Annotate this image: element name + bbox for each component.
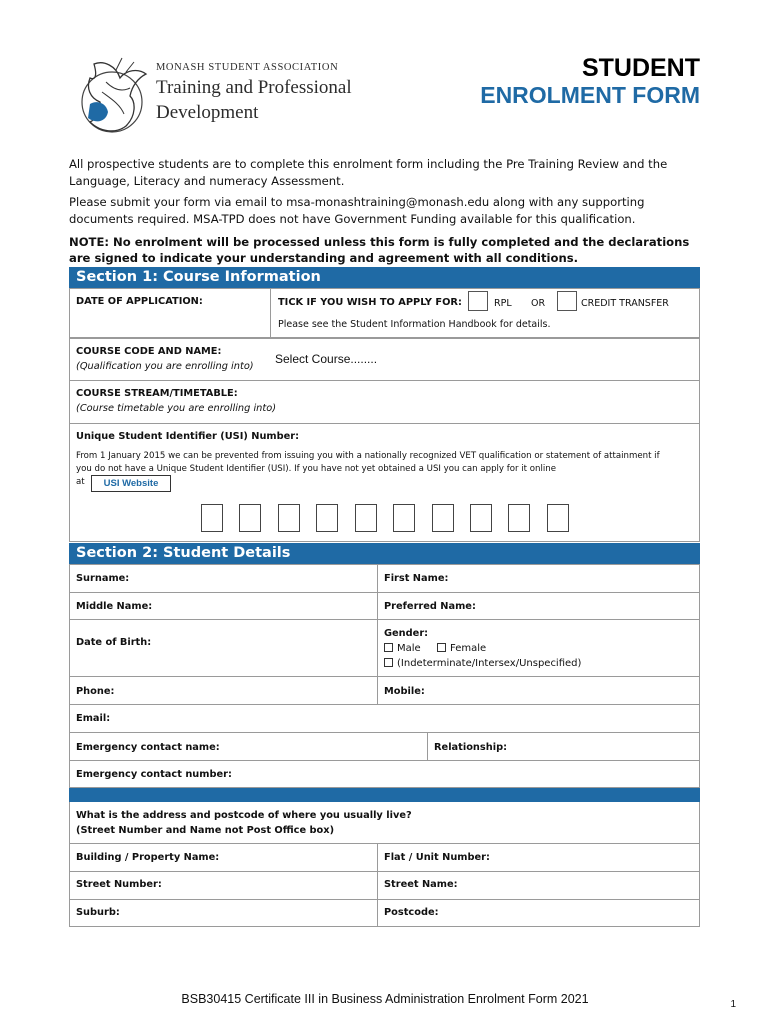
divider — [427, 733, 428, 761]
divider — [377, 900, 378, 927]
footer-text: BSB30415 Certificate III in Business Administration Enrolment Form 2021 — [181, 992, 589, 1006]
relationship-label: Relationship: — [434, 742, 507, 753]
course-select[interactable]: Select Course........ — [275, 352, 378, 366]
address-question: What is the address and postcode of where you usually live? — [76, 810, 412, 821]
course-row — [69, 338, 700, 381]
course-code-label: COURSE CODE AND NAME: — [76, 346, 222, 357]
intro-note: NOTE: No enrolment will be processed unless this form is fully completed and the declarations are signed to indicate your understanding and agreement with all conditions. — [69, 235, 690, 265]
preferred-name-label: Preferred Name: — [384, 601, 476, 612]
usi-char-box[interactable] — [278, 504, 300, 532]
org-name: MONASH STUDENT ASSOCIATION — [156, 62, 339, 73]
usi-explanation: From 1 January 2015 we can be prevented from issuing you with a nationally recognized VET qualification or statement of attainment if you do not have a Unique Student Identifier (USI). If you have not yet obtained a USI you can apply for it online — [76, 451, 660, 474]
page-number: 1 — [730, 999, 736, 1010]
flat-label: Flat / Unit Number: — [384, 852, 490, 863]
emergency-name-label: Emergency contact name: — [76, 742, 220, 753]
suburb-label: Suburb: — [76, 907, 120, 918]
intro-paragraph-1: All prospective students are to complete this enrolment form including the Pre Training Review and the Language, Literacy and numeracy Assessment. — [69, 157, 668, 188]
usi-char-box[interactable] — [508, 504, 530, 532]
bird-logo-icon — [76, 52, 152, 138]
dob-label: Date of Birth: — [76, 637, 152, 648]
address-question-note: (Street Number and Name not Post Office box) — [76, 825, 335, 836]
usi-char-box[interactable] — [432, 504, 454, 532]
postcode-label: Postcode: — [384, 907, 439, 918]
surname-label: Surname: — [76, 573, 130, 584]
email-label: Email: — [76, 713, 111, 724]
divider — [377, 564, 378, 593]
usi-char-box[interactable] — [547, 504, 569, 532]
usi-char-box[interactable] — [470, 504, 492, 532]
form-title-line2: ENROLMENT FORM — [480, 82, 700, 108]
street-number-label: Street Number: — [76, 879, 162, 890]
usi-website-button[interactable]: USI Website — [91, 475, 171, 492]
credit-transfer-checkbox[interactable] — [557, 291, 577, 311]
middle-name-label: Middle Name: — [76, 601, 153, 612]
usi-char-box[interactable] — [393, 504, 415, 532]
emergency-number-label: Emergency contact number: — [76, 769, 232, 780]
usi-at: at — [76, 477, 85, 487]
first-name-label: First Name: — [384, 573, 449, 584]
rpl-checkbox[interactable] — [468, 291, 488, 311]
gender-indeterminate-option[interactable] — [384, 658, 581, 669]
street-name-label: Street Name: — [384, 879, 458, 890]
male-checkbox[interactable] — [384, 643, 393, 652]
female-checkbox[interactable] — [437, 643, 446, 652]
gender-female-option[interactable] — [437, 643, 486, 654]
dept-name-line2: Development — [156, 102, 259, 123]
intro-paragraph-2: Please submit your form via email to msa-monashtraining@monash.edu along with any supporting documents required. MSA-TPD does not have Government Funding available for this qualification. — [69, 195, 645, 226]
logo — [76, 52, 152, 138]
email-row — [69, 705, 700, 733]
handbook-note: Please see the Student Information Handbook for details. — [278, 319, 551, 330]
tick-apply-label: TICK IF YOU WISH TO APPLY FOR: — [278, 297, 462, 308]
course-code-hint: (Qualification you are enrolling into) — [76, 361, 254, 372]
divider — [377, 677, 378, 705]
male-label: Male — [397, 643, 421, 654]
rpl-label: RPL — [494, 298, 512, 309]
section1-header: Section 1: Course Information — [69, 267, 700, 288]
gender-male-option[interactable] — [384, 643, 421, 654]
divider — [377, 844, 378, 872]
usi-char-box[interactable] — [201, 504, 223, 532]
dept-name-line1: Training and Professional — [156, 77, 352, 98]
usi-char-box[interactable] — [239, 504, 261, 532]
phone-label: Phone: — [76, 686, 115, 697]
gender-label: Gender: — [384, 628, 429, 639]
section-divider-bar — [69, 788, 700, 802]
divider — [377, 593, 378, 620]
credit-transfer-label: CREDIT TRANSFER — [581, 298, 669, 309]
indeterminate-label: (Indeterminate/Intersex/Unspecified) — [397, 658, 582, 669]
usi-label: Unique Student Identifier (USI) Number: — [76, 431, 300, 442]
building-label: Building / Property Name: — [76, 852, 220, 863]
usi-char-box[interactable] — [316, 504, 338, 532]
section2-header: Section 2: Student Details — [69, 543, 700, 564]
usi-char-box[interactable] — [355, 504, 377, 532]
or-label: OR — [531, 298, 546, 309]
logo-text — [156, 62, 352, 123]
female-label: Female — [450, 643, 487, 654]
indeterminate-checkbox[interactable] — [384, 658, 393, 667]
divider — [377, 620, 378, 677]
address-question-row — [69, 802, 700, 844]
form-title-line1: STUDENT — [581, 54, 700, 82]
date-of-application-label: DATE OF APPLICATION: — [76, 296, 203, 307]
mobile-label: Mobile: — [384, 686, 425, 697]
divider — [377, 872, 378, 900]
course-stream-label: COURSE STREAM/TIMETABLE: — [76, 388, 238, 399]
course-stream-hint: (Course timetable you are enrolling into) — [76, 403, 277, 414]
